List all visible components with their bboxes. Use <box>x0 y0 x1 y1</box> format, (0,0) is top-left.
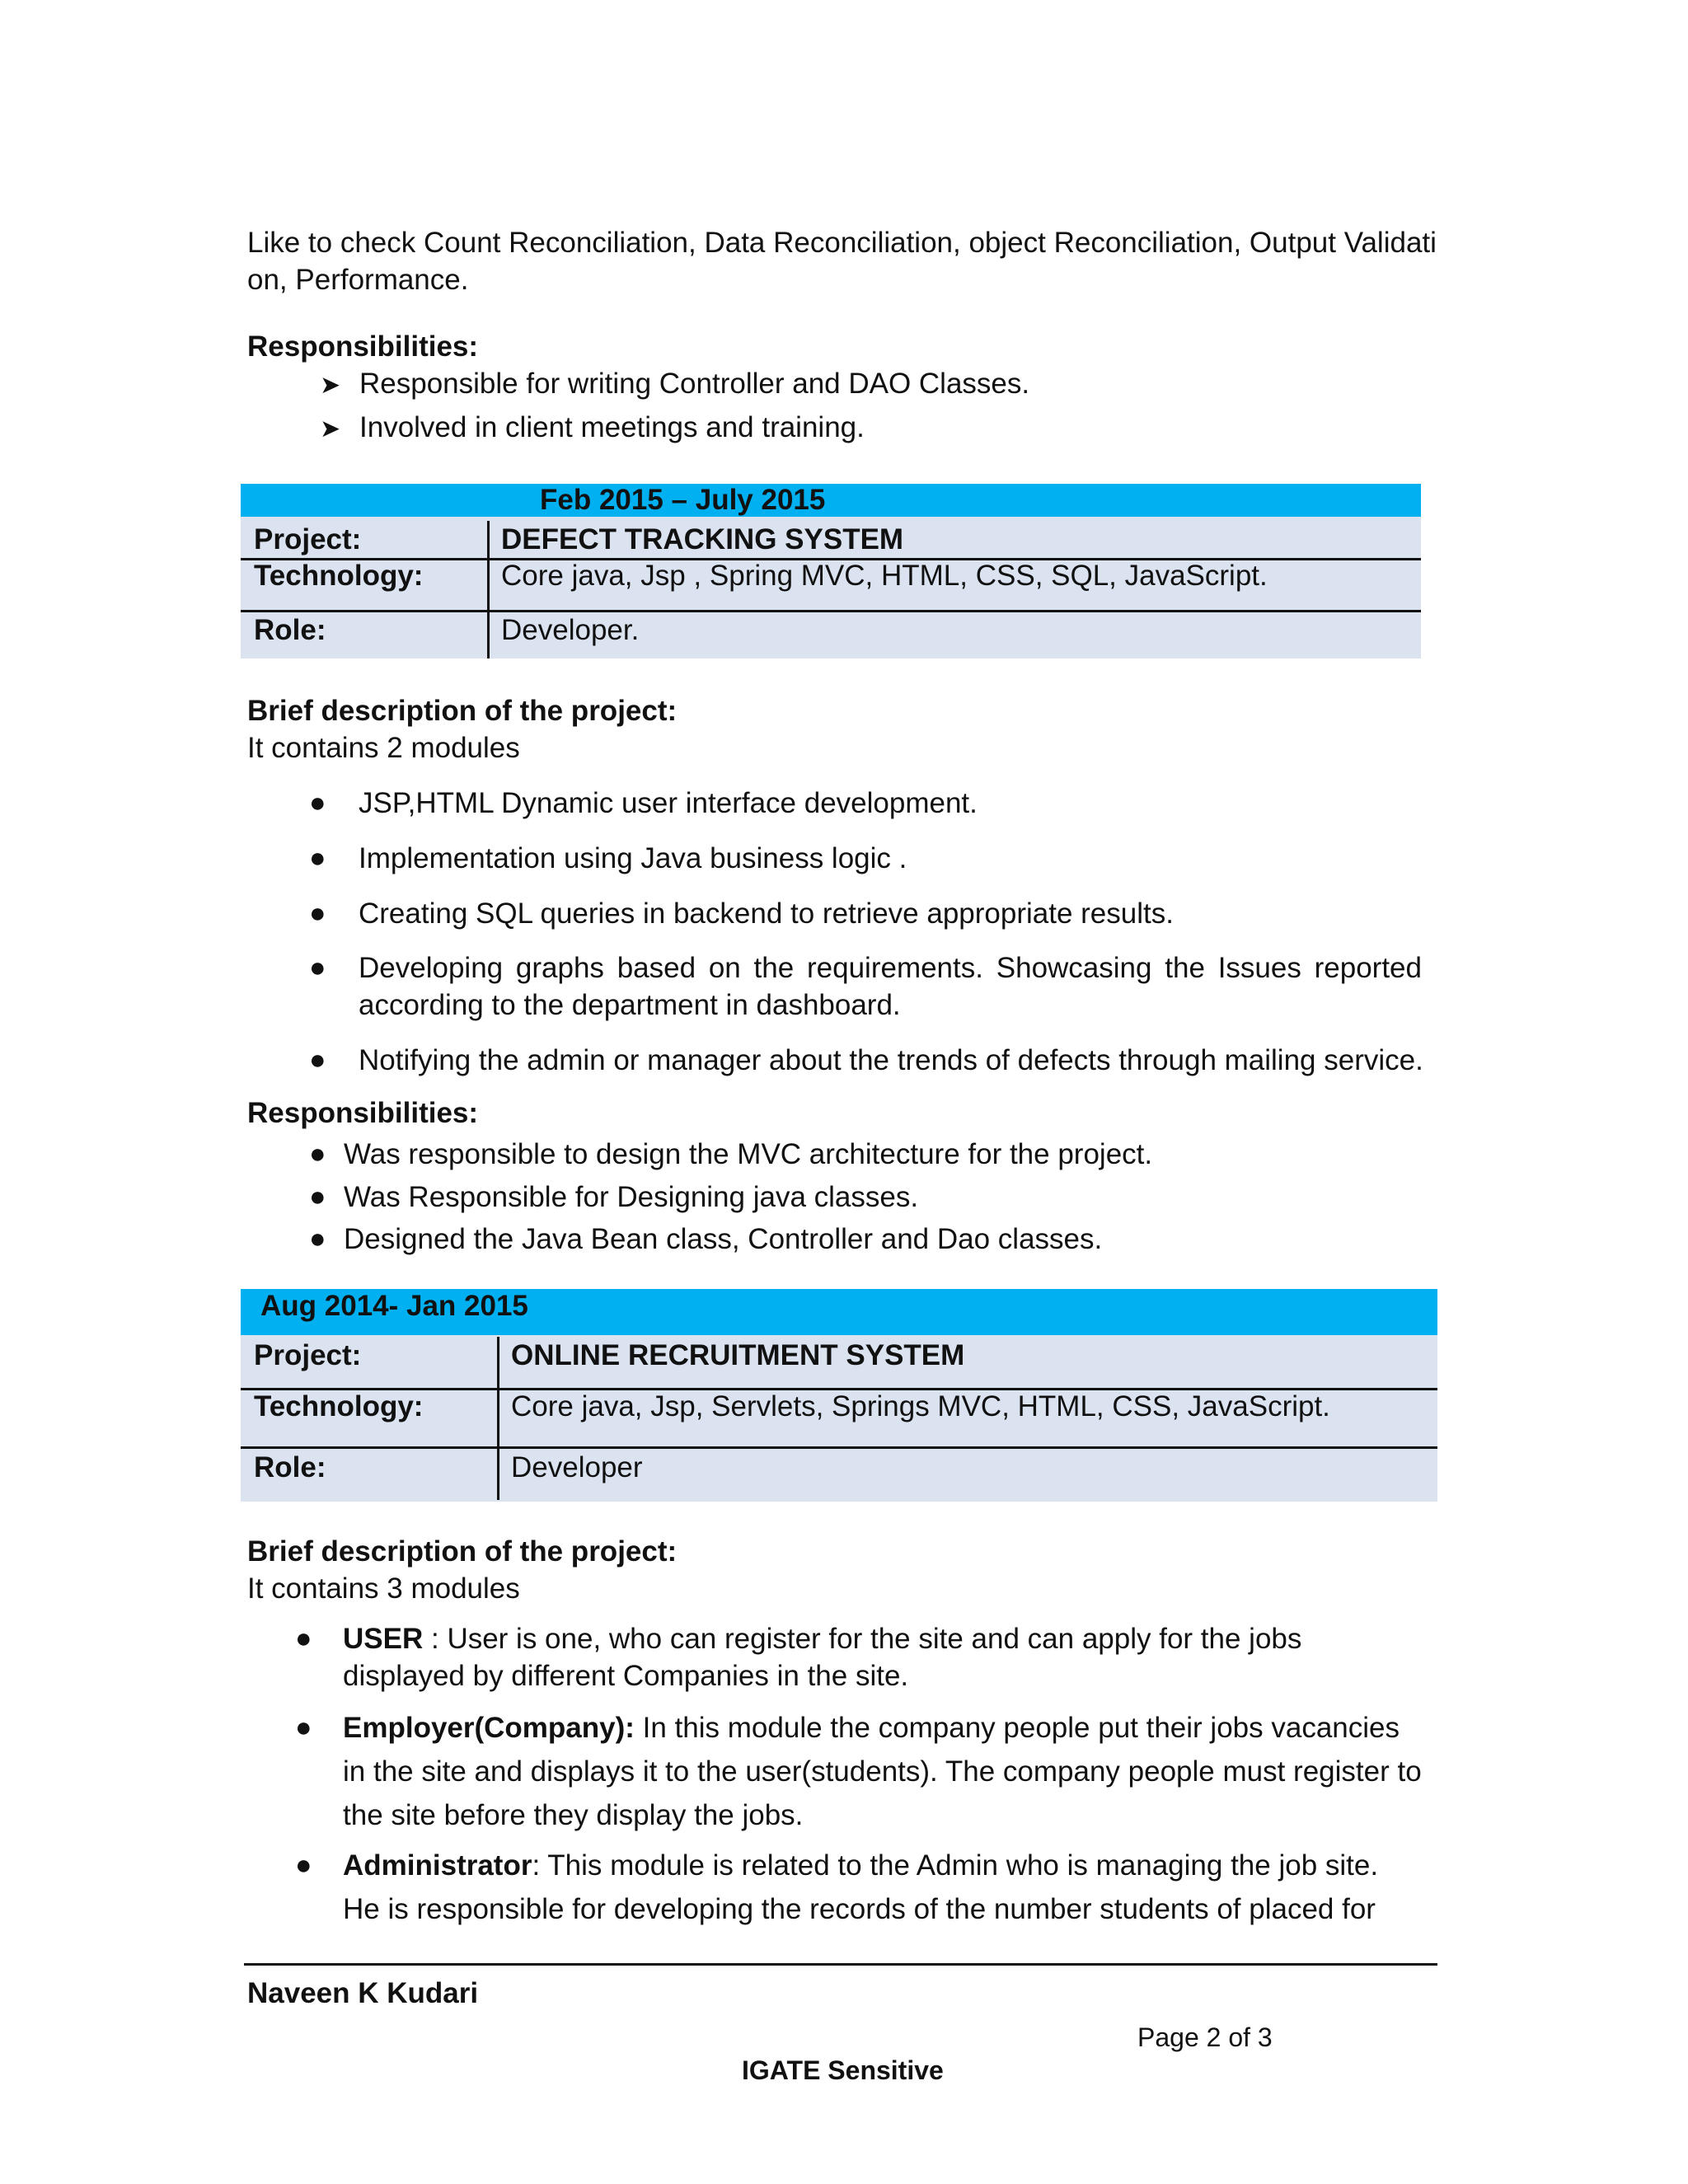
page-number: Page 2 of 3 <box>1137 2022 1273 2052</box>
responsibilities-heading: Responsibilities: <box>247 1097 479 1129</box>
list-item: ● Was responsible to design the MVC architecture for the project. <box>309 1136 1430 1173</box>
list-item: ● Was Responsible for Designing java classes. <box>309 1179 1430 1216</box>
project-label: Project: <box>254 523 362 555</box>
technology-value: Core java, Jsp, Servlets, Springs MVC, HTML, CSS, JavaScript. <box>511 1390 1330 1422</box>
module-term: Administrator <box>343 1849 532 1882</box>
list-item: ● JSP,HTML Dynamic user interface development. <box>309 785 1430 822</box>
technology-value: Core java, Jsp , Spring MVC, HTML, CSS, SQL, JavaScript. <box>501 560 1268 592</box>
technology-label: Technology: <box>254 1390 424 1422</box>
arrow-bullet-icon: ➤ <box>320 415 341 443</box>
list-item: ● Creating SQL queries in backend to retrieve appropriate results. <box>309 895 1430 932</box>
modules-intro: It contains 3 modules <box>247 1572 520 1605</box>
column-divider <box>487 521 490 658</box>
bullet-dot-icon: ● <box>295 1623 312 1654</box>
bullet-dot-icon: ● <box>309 1181 326 1212</box>
footer-author: Naveen K Kudari <box>247 1977 479 2009</box>
role-value: Developer <box>511 1451 643 1483</box>
module-text: In this module the company people put their jobs vacancies in the site and displays it to the user(students). The company people must register to the site before they display the jobs. <box>343 1712 1422 1831</box>
period-label: Feb 2015 – July 2015 <box>540 484 826 516</box>
bullet-dot-icon: ● <box>309 1223 326 1254</box>
arrow-bullet-icon: ➤ <box>320 372 341 399</box>
list-item: ● Administrator: This module is related to the Admin who is managing the job site. He is responsible for developing the records of the number students of placed for <box>295 1844 1441 1934</box>
classification-label: IGATE Sensitive <box>742 2055 944 2085</box>
modules-intro: It contains 2 modules <box>247 732 520 764</box>
list-item: ● Implementation using Java business logic . <box>309 840 1430 877</box>
role-value: Developer. <box>501 614 640 646</box>
row-divider <box>241 610 1421 612</box>
bullet-dot-icon: ● <box>309 842 326 874</box>
bullet-dot-icon: ● <box>309 1138 326 1169</box>
row-divider <box>241 1446 1437 1449</box>
bullet-dot-icon: ● <box>309 952 326 983</box>
project-name: DEFECT TRACKING SYSTEM <box>501 523 904 555</box>
list-item: ● Notifying the admin or manager about the trends of defects through mailing service. <box>309 1042 1447 1079</box>
brief-description-heading: Brief description of the project: <box>247 1535 678 1568</box>
module-text: User is one, who can register for the site and can apply for the jobs displayed by different Companies in the site. <box>343 1623 1302 1692</box>
bullet-dot-icon: ● <box>309 787 326 818</box>
period-header-bar <box>241 484 1421 517</box>
bullet-dot-icon: ● <box>295 1712 312 1743</box>
list-item: ➤ Responsible for writing Controller and DAO Classes. <box>320 365 1029 404</box>
list-item: ● USER : User is one, who can register for the site and can apply for the jobs displayed by different Companies in the site. <box>295 1620 1441 1694</box>
footer-divider <box>244 1963 1437 1966</box>
project-name: ONLINE RECRUITMENT SYSTEM <box>511 1339 965 1371</box>
technology-label: Technology: <box>254 560 424 592</box>
bullet-dot-icon: ● <box>309 1044 326 1076</box>
brief-description-heading: Brief description of the project: <box>247 695 678 727</box>
module-term: USER <box>343 1623 424 1655</box>
role-label: Role: <box>254 1451 326 1483</box>
column-divider <box>497 1337 499 1500</box>
role-label: Role: <box>254 614 326 646</box>
responsibilities-heading: Responsibilities: <box>247 330 479 363</box>
bullet-dot-icon: ● <box>309 898 326 929</box>
list-item: ● Designed the Java Bean class, Controller and Dao classes. <box>309 1221 1430 1258</box>
list-item: ➤ Involved in client meetings and training. <box>320 409 865 448</box>
list-item: ● Developing graphs based on the requirements. Showcasing the Issues reported according to the department in dashboard. <box>309 949 1430 1024</box>
list-item <box>295 1706 1441 1838</box>
module-term: Employer(Company): <box>343 1712 635 1744</box>
project-label: Project: <box>254 1339 362 1371</box>
period-label: Aug 2014- Jan 2015 <box>260 1290 528 1322</box>
intro-paragraph: Like to check Count Reconciliation, Data Reconciliation, object Reconciliation, Output Validati on, Performance. <box>247 227 1437 296</box>
bullet-dot-icon: ● <box>295 1849 312 1881</box>
module-text: This module is related to the Admin who is managing the job site. He is responsible for developing the records of the number students of placed for <box>343 1849 1379 1925</box>
